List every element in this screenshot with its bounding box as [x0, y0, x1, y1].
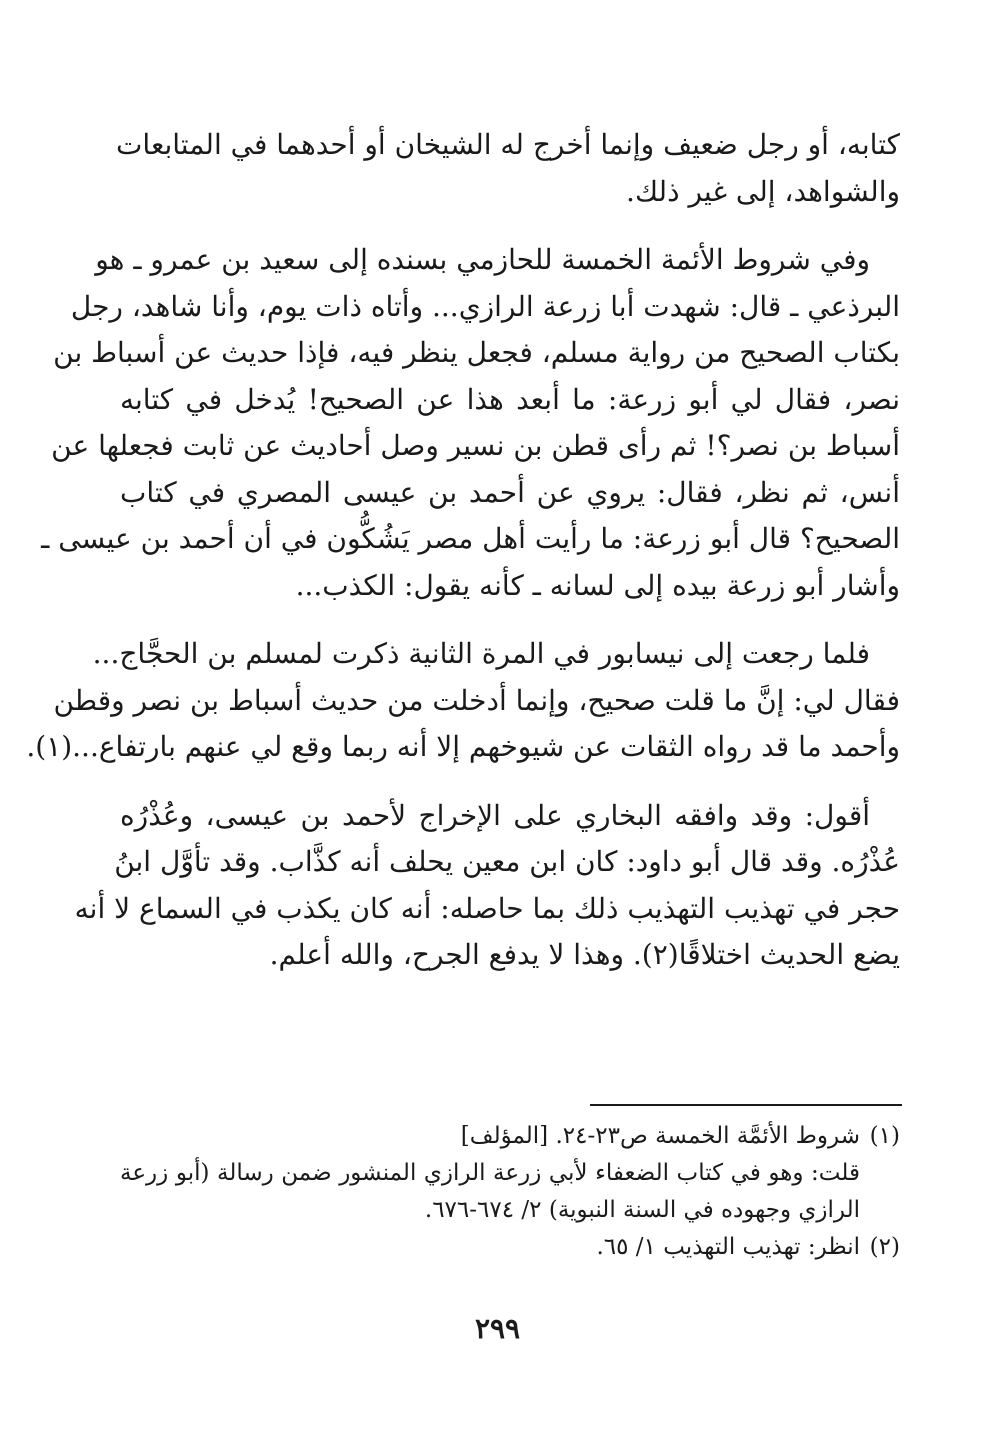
text-line: حجر في تهذيب التهذيب ذلك بما حاصله: أنه كان يكذب في السماع لا أنه — [74, 891, 900, 925]
text-line: وأحمد ما قد رواه الثقات عن شيوخهم إلا أنه ربما وقع لي عنهم بارتفاع...(١). — [26, 730, 900, 763]
text-line: فقال لي: إنَّ ما قلت صحيح، وإنما أدخلت من حديث أسباط بن نصر وقطن — [53, 683, 900, 717]
text-line: وأشار أبو زرعة بيده إلى لسانه ـ كأنه يقول: الكذب... — [295, 568, 900, 602]
text-line: أسباط بن نصر؟! ثم رأى قطن بن نسير وصل أحاديث عن ثابت فجعلها عن — [51, 429, 900, 462]
footnote-2 — [120, 1229, 900, 1266]
text-line: يضع الحديث اختلاقًا(٢). وهذا لا يدفع الجرح، والله أعلم. — [269, 938, 900, 971]
footnote-text: شروط الأئمَّة الخمسة ص٢٣-٢٤. [المؤلف] — [460, 1123, 860, 1149]
main-text — [26, 122, 900, 1001]
text-line: كتابه، أو رجل ضعيف وإنما أخرج له الشيخان أو أحدهما في المتابعات — [116, 128, 900, 161]
text-line: أنس، ثم نظر، فقال: يروي عن أحمد بن عيسى المصري في كتاب — [120, 475, 900, 509]
paragraph-4 — [74, 793, 900, 979]
footnote-text: انظر: تهذيب التهذيب ١/ ٦٥. — [596, 1234, 860, 1260]
footnotes — [120, 1118, 900, 1266]
text-line: وفي شروط الأئمة الخمسة للحازمي بسنده إلى سعيد بن عمرو ـ هو — [95, 243, 870, 276]
footnote-separator — [590, 1104, 902, 1106]
footnote-text: قلت: وهو في كتاب الضعفاء لأبي زرعة الرازي المنشور ضمن رسالة (أبو زرعة — [120, 1160, 860, 1186]
text-line: فلما رجعت إلى نيسابور في المرة الثانية ذكرت لمسلم بن الحجَّاج... — [92, 637, 870, 670]
text-line: بكتاب الصحيح من رواية مسلم، فجعل ينظر فيه، فإذا حديث عن أسباط بن — [53, 336, 900, 369]
text-line: والشواهد، إلى غير ذلك. — [626, 174, 900, 208]
footnote-number: (١) — [869, 1123, 900, 1149]
text-line: نصر، فقال لي أبو زرعة: ما أبعد هذا عن الصحيح! يُدخل في كتابه — [120, 382, 900, 416]
text-line: أقول: وقد وافقه البخاري على الإخراج لأحمد بن عيسى، وعُذْرُه — [120, 798, 870, 832]
paragraph-1 — [116, 122, 900, 215]
footnote-number: (٢) — [869, 1234, 900, 1260]
text-line: الصحيح؟ قال أبو زرعة: ما رأيت أهل مصر يَشُكُّون في أن أحمد بن عيسى ـ — [41, 522, 900, 555]
paragraph-2 — [41, 237, 900, 609]
page-number: ٢٩٩ — [474, 1312, 521, 1345]
paragraph-3 — [26, 631, 900, 771]
footnote-text: الرازي وجهوده في السنة النبوية) ٢/ ٦٧٤-٦٧٦. — [424, 1197, 860, 1223]
text-line: البرذعي ـ قال: شهدت أبا زرعة الرازي... وأتاه ذات يوم، وأنا شاهد، رجل — [70, 289, 900, 323]
footnote-1 — [120, 1118, 900, 1229]
text-line: عُذْرُه. وقد قال أبو داود: كان ابن معين يحلف أنه كذَّاب. وقد تأوَّل ابنُ — [114, 845, 900, 878]
